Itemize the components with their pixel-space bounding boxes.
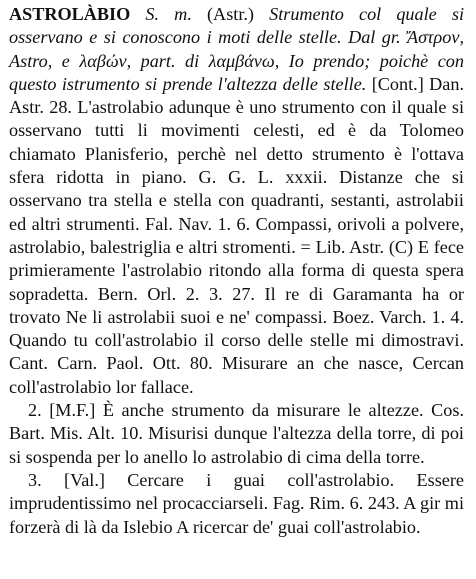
domain-label: (Astr.) <box>207 4 254 24</box>
headword: ASTROLÀBIO <box>9 4 131 24</box>
definition: Strumento col quale si osservano e si conoscono i moti delle stelle. Dal gr. Ἄστρον, Astro, e λαβών, part. di λαμβάνω, Io prendo; poichè con questo istrumento si prende l'altezza delle stelle. <box>9 4 465 94</box>
sense-3: 3. [Val.] Cercare i guai coll'astrolabio. Essere imprudentissimo nel procacciarseli. Fag. Rim. 6. 243. A gir mi forzerà di là da Islebio A ricercar de' guai coll'astrolabio. <box>9 469 464 537</box>
part-of-speech: S. m. <box>145 4 192 24</box>
citations-block: [Cont.] Dan. Astr. 28. L'astrolabio adunque è uno strumento con il quale si osservano tutti li movimenti celesti, ed è da Tolomeo chiamato Planisferio, perchè nel detto strumento è l'ottava sfera ridotta in piano. G. G. L. xxxii. Distanze che si osservano tra stella e stella con quadranti, sestanti, astrolabii ed altri strumenti. Fal. Nav. 1. 6. Compassi, orivoli a polvere, astrolabio, balestriglia e altri stromenti. = Lib. Astr. (C) E fece primieramente l'astrolabio ritondo alla forma di questa spera sopradetta. Bern. Orl. 2. 3. 27. Il re di Garamanta ha or trovato Ne li astrolabii suoi e ne' compassi. Boez. Varch. 1. 4. Quando tu coll'astrolabio il corso delle stelle mi dimostravi. Cant. Carn. Paol. Ott. 80. Misurare an che nasce, Cercan coll'astrolabio lor fallace. <box>9 73 464 397</box>
sense-2: 2. [M.F.] È anche strumento da misurare le altezze. Cos. Bart. Mis. Alt. 10. Misurisi dunque l'altezza della torre, di poi si sospenda per lo anello lo astrolabio di cima della torre. <box>9 400 464 467</box>
entry-main <box>9 3 464 399</box>
